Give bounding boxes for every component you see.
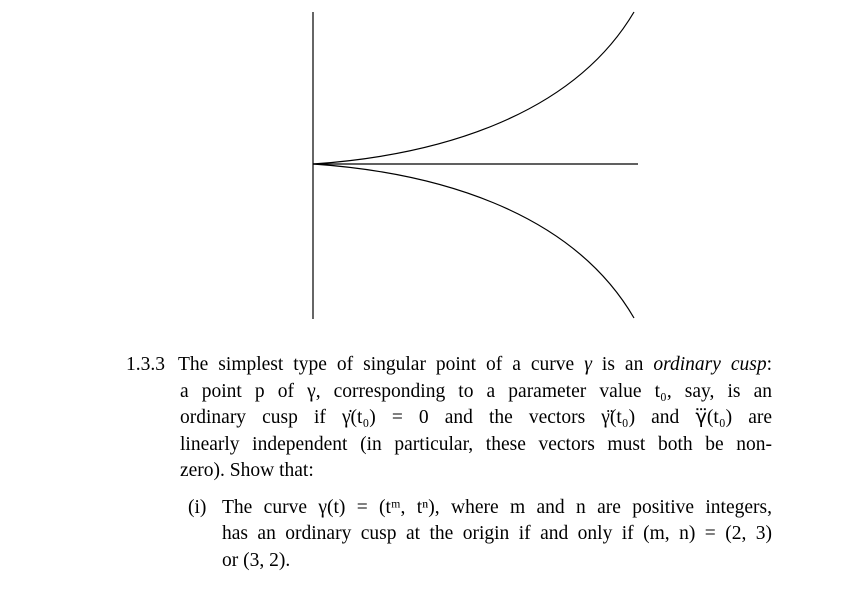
subquestion-i-text-1: The curve γ(t) = (tᵐ, tⁿ), where m and n are positive integers,: [222, 496, 772, 518]
problem-number: 1.3.3: [126, 354, 165, 375]
ordinary-cusp-term: ordinary cusp: [653, 354, 767, 375]
subquestion-i-line-1: [188, 495, 772, 522]
exercise-1-3-3: [126, 352, 772, 574]
problem-line-3: ordinary cusp if γ̇(t₀) = 0 and the vectors γ̈(t₀) and γ⃛(t₀) are: [180, 407, 772, 428]
subquestion-i: [188, 495, 772, 575]
problem-line1-mid: is an: [601, 354, 644, 375]
problem-line-4: linearly independent (in particular, these vectors must both be non-: [180, 433, 772, 455]
subquestion-label: (i): [188, 496, 207, 518]
problem-line-2: a point p of γ, corresponding to a parameter value t₀, say, is an: [180, 380, 772, 402]
subquestion-i-line-2: has an ordinary cusp at the origin if and only if (m, n) = (2, 3): [222, 523, 772, 544]
lower-cusp-branch: [313, 164, 634, 318]
upper-cusp-branch: [313, 12, 634, 164]
problem-line1-text: The simplest type of singular point of a curve: [178, 354, 575, 375]
subquestion-list: [126, 495, 772, 575]
problem-colon: :: [766, 354, 773, 375]
problem-line-5: zero). Show that:: [180, 460, 314, 481]
subquestion-i-line-3: or (3, 2).: [222, 549, 291, 571]
problem-line-1: [126, 352, 772, 379]
gamma-symbol: γ: [584, 354, 592, 375]
